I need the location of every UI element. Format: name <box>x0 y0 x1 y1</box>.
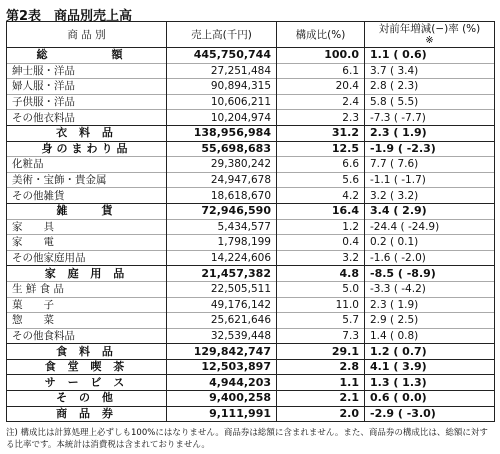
row-category: 菓 子 <box>7 297 167 313</box>
table-row <box>7 328 495 344</box>
row-share: 3.2 <box>277 250 365 266</box>
table-row <box>7 235 495 251</box>
row-change: 2.8 ( 2.3) <box>365 79 495 95</box>
row-share: 2.8 <box>277 359 365 375</box>
row-sales: 4,944,203 <box>167 375 277 391</box>
row-category: 婦人服・洋品 <box>7 79 167 95</box>
row-share: 29.1 <box>277 344 365 360</box>
table-row <box>7 266 495 282</box>
row-change: 1.4 ( 0.8) <box>365 328 495 344</box>
row-category: その他雑貨 <box>7 188 167 204</box>
row-change: -24.4 ( -24.9) <box>365 219 495 235</box>
row-sales: 72,946,590 <box>167 203 277 219</box>
row-category: 雑 貨 <box>7 203 167 219</box>
row-category: 惣 菜 <box>7 313 167 329</box>
row-sales: 18,618,670 <box>167 188 277 204</box>
row-share: 5.0 <box>277 281 365 297</box>
row-category: 衣 料 品 <box>7 125 167 141</box>
row-share: 100.0 <box>277 48 365 64</box>
table-row <box>7 281 495 297</box>
row-category: その他衣料品 <box>7 110 167 126</box>
row-change: -8.5 ( -8.9) <box>365 266 495 282</box>
col-header-share: 構成比(%) <box>277 22 365 48</box>
row-share: 2.0 <box>277 406 365 422</box>
row-sales: 9,111,991 <box>167 406 277 422</box>
row-change: 0.2 ( 0.1) <box>365 235 495 251</box>
row-category: その他食料品 <box>7 328 167 344</box>
sales-by-product-table <box>6 21 495 422</box>
row-change: -7.3 ( -7.7) <box>365 110 495 126</box>
col-header-change <box>365 22 495 48</box>
row-share: 5.7 <box>277 313 365 329</box>
row-change: 3.2 ( 3.2) <box>365 188 495 204</box>
row-category: 子供服・洋品 <box>7 94 167 110</box>
row-category: 商 品 券 <box>7 406 167 422</box>
row-sales: 27,251,484 <box>167 63 277 79</box>
table-row <box>7 391 495 407</box>
row-change: -1.6 ( -2.0) <box>365 250 495 266</box>
row-sales: 129,842,747 <box>167 344 277 360</box>
row-change: 4.1 ( 3.9) <box>365 359 495 375</box>
row-category: 食 料 品 <box>7 344 167 360</box>
row-sales: 25,621,646 <box>167 313 277 329</box>
table-row <box>7 250 495 266</box>
col-header-change-label: 対前年増減(−)率 (%) <box>378 22 481 35</box>
row-share: 12.5 <box>277 141 365 157</box>
row-sales: 10,204,974 <box>167 110 277 126</box>
row-category: その他家庭用品 <box>7 250 167 266</box>
row-category: 家 庭 用 品 <box>7 266 167 282</box>
row-sales: 32,539,448 <box>167 328 277 344</box>
row-share: 20.4 <box>277 79 365 95</box>
row-share: 5.6 <box>277 172 365 188</box>
row-sales: 12,503,897 <box>167 359 277 375</box>
row-sales: 90,894,315 <box>167 79 277 95</box>
row-category: 身のまわり品 <box>7 141 167 157</box>
table-row <box>7 406 495 422</box>
row-sales: 445,750,744 <box>167 48 277 64</box>
row-share: 2.3 <box>277 110 365 126</box>
row-change: 2.9 ( 2.5) <box>365 313 495 329</box>
row-share: 0.4 <box>277 235 365 251</box>
row-change: 1.1 ( 0.6) <box>365 48 495 64</box>
row-sales: 22,505,511 <box>167 281 277 297</box>
row-category: 家 具 <box>7 219 167 235</box>
table-title: 第2表 商品別売上高 <box>6 9 133 24</box>
row-category: 紳士服・洋品 <box>7 63 167 79</box>
row-share: 6.1 <box>277 63 365 79</box>
row-category: 美術・宝飾・貴金属 <box>7 172 167 188</box>
row-share: 11.0 <box>277 297 365 313</box>
table-row <box>7 48 495 64</box>
row-category: サ ー ビ ス <box>7 375 167 391</box>
row-category: 化粧品 <box>7 157 167 173</box>
col-header-category: 商 品 別 <box>7 22 167 48</box>
row-share: 16.4 <box>277 203 365 219</box>
row-category: 生 鮮 食 品 <box>7 281 167 297</box>
row-share: 6.6 <box>277 157 365 173</box>
row-share: 31.2 <box>277 125 365 141</box>
row-sales: 9,400,258 <box>167 391 277 407</box>
row-sales: 24,947,678 <box>167 172 277 188</box>
row-category: そ の 他 <box>7 391 167 407</box>
row-change: 7.7 ( 7.6) <box>365 157 495 173</box>
table-row <box>7 94 495 110</box>
row-share: 2.4 <box>277 94 365 110</box>
row-share: 1.1 <box>277 375 365 391</box>
col-header-sales: 売上高(千円) <box>167 22 277 48</box>
row-change: 2.3 ( 1.9) <box>365 125 495 141</box>
row-category: 総 額 <box>7 48 167 64</box>
row-sales: 21,457,382 <box>167 266 277 282</box>
table-row <box>7 172 495 188</box>
table-header-row <box>7 22 495 48</box>
row-change: -2.9 ( -3.0) <box>365 406 495 422</box>
row-sales: 29,380,242 <box>167 157 277 173</box>
table-row <box>7 219 495 235</box>
table-row <box>7 375 495 391</box>
table-row <box>7 203 495 219</box>
table-row <box>7 110 495 126</box>
row-sales: 1,798,199 <box>167 235 277 251</box>
table-row <box>7 125 495 141</box>
row-share: 1.2 <box>277 219 365 235</box>
table-row <box>7 157 495 173</box>
row-share: 4.8 <box>277 266 365 282</box>
table-body <box>7 48 495 422</box>
table-row <box>7 188 495 204</box>
row-change: -1.9 ( -2.3) <box>365 141 495 157</box>
col-header-change-mark: ※ <box>425 34 434 46</box>
table-row <box>7 344 495 360</box>
row-category: 食 堂 喫 茶 <box>7 359 167 375</box>
row-change: 3.4 ( 2.9) <box>365 203 495 219</box>
row-change: -1.1 ( -1.7) <box>365 172 495 188</box>
row-change: 5.8 ( 5.5) <box>365 94 495 110</box>
row-change: 2.3 ( 1.9) <box>365 297 495 313</box>
table-row <box>7 359 495 375</box>
table-row <box>7 141 495 157</box>
row-change: 3.7 ( 3.4) <box>365 63 495 79</box>
row-change: 1.2 ( 0.7) <box>365 344 495 360</box>
table-row <box>7 79 495 95</box>
row-change: 1.3 ( 1.3) <box>365 375 495 391</box>
row-sales: 10,606,211 <box>167 94 277 110</box>
row-sales: 138,956,984 <box>167 125 277 141</box>
footnote: 注) 構成比は計算処理上必ずしも100%にはなりません。商品券は総額に含まれません。また、商品券の構成比は、総額に対する比率です。本統計は消費税は含まれておりません。 <box>6 428 488 450</box>
row-sales: 14,224,606 <box>167 250 277 266</box>
table-row <box>7 313 495 329</box>
table-row <box>7 63 495 79</box>
row-share: 7.3 <box>277 328 365 344</box>
row-change: 0.6 ( 0.0) <box>365 391 495 407</box>
row-sales: 55,698,683 <box>167 141 277 157</box>
table-row <box>7 297 495 313</box>
row-change: -3.3 ( -4.2) <box>365 281 495 297</box>
row-category: 家 電 <box>7 235 167 251</box>
row-share: 2.1 <box>277 391 365 407</box>
row-share: 4.2 <box>277 188 365 204</box>
row-sales: 5,434,577 <box>167 219 277 235</box>
row-sales: 49,176,142 <box>167 297 277 313</box>
